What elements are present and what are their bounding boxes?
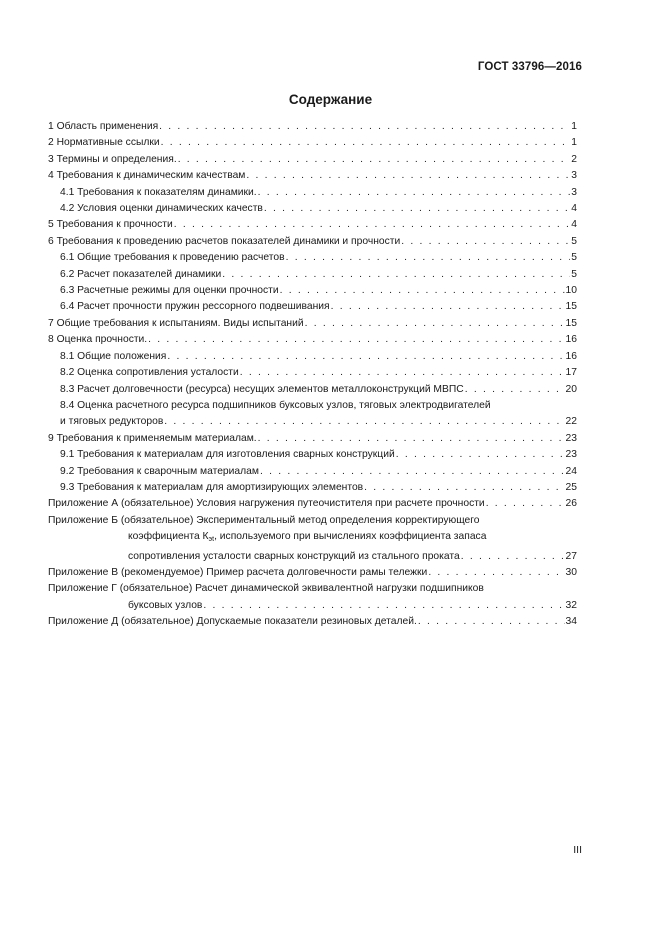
toc-entry-page: 4 — [571, 219, 577, 231]
toc-entry-title-line2: и тяговых редукторов — [60, 416, 164, 428]
toc-leader-dots — [418, 614, 565, 630]
toc-entry-page: 15 — [565, 301, 577, 313]
toc-entry-page: 2 — [571, 153, 577, 165]
toc-entry-title: 6.2 Расчет показателей динамики — [60, 268, 222, 280]
toc-entry-title: Приложение В (рекомендуемое) Пример расчета долговечности рамы тележки — [48, 566, 428, 578]
toc-entry-subscript: эt — [208, 536, 215, 544]
toc-entry-page: 10 — [565, 285, 577, 297]
toc-entry-page: 16 — [565, 350, 577, 362]
toc-entry-page: 4 — [571, 203, 577, 215]
toc-entry-title: 9.2 Требования к сварочным материалам — [60, 465, 259, 477]
toc-entry-6-4[interactable] — [48, 299, 577, 315]
toc-entry-page: 27 — [565, 550, 577, 562]
toc-entry-page: 3 — [571, 170, 577, 182]
toc-entry-page: 24 — [565, 465, 577, 477]
toc-entry-page: 3 — [571, 186, 577, 198]
toc-leader-dots — [240, 365, 565, 381]
toc-entry-page: 5 — [571, 235, 577, 247]
toc-entry-page: 15 — [565, 317, 577, 329]
toc-entry-title: Приложение Д (обязательное) Допускаемые показатели резиновых деталей. — [48, 616, 417, 628]
toc-entry-9[interactable] — [48, 431, 577, 447]
toc-title: Содержание — [288, 92, 373, 107]
toc-entry-title: 8.3 Расчет долговечности (ресурса) несущих элементов металлоконструкций МВПС — [60, 383, 464, 395]
toc-entry-title: 6.3 Расчетные режимы для оценки прочности — [60, 285, 279, 297]
toc-entry-title-line2: буксовых узлов — [128, 599, 203, 611]
toc-entry-title: 4 Требования к динамическим качествам — [48, 170, 246, 182]
toc-entry-text: коэффициента К — [128, 531, 209, 543]
toc-entry-9-3[interactable] — [48, 480, 577, 496]
toc-entry-page: 20 — [565, 383, 577, 395]
toc-leader-dots — [164, 414, 564, 430]
toc-entry-title: 7 Общие требования к испытаниям. Виды испытаний — [48, 317, 304, 329]
toc-leader-dots — [167, 349, 564, 365]
toc-entry-6-2[interactable] — [48, 267, 577, 283]
toc-entry-8-2[interactable] — [48, 365, 577, 381]
toc-leader-dots — [161, 135, 571, 151]
toc-entry-6-3[interactable] — [48, 283, 577, 299]
toc-entry-appendix-a[interactable] — [48, 496, 577, 512]
toc-leader-dots — [286, 250, 571, 266]
toc-entry-9-1[interactable] — [48, 447, 577, 463]
toc-entry-page: 26 — [565, 498, 577, 510]
toc-entry-title: 4.2 Условия оценки динамических качеств — [60, 203, 263, 215]
toc-leader-dots — [486, 496, 565, 512]
toc-entry-appendix-d[interactable] — [48, 614, 577, 630]
toc-entry-text: , используемого при вычислениях коэффициента запаса — [214, 531, 487, 543]
toc-leader-dots — [465, 382, 565, 398]
toc-entry-page: 32 — [565, 599, 577, 611]
page-number: III — [573, 844, 582, 856]
toc-entry-1[interactable] — [48, 119, 577, 135]
toc-leader-dots — [396, 447, 565, 463]
toc-entry-title: Приложение А (обязательное) Условия нагружения путеочистителя при расчете прочности — [48, 498, 485, 510]
toc-entry-2[interactable] — [48, 135, 577, 151]
toc-leader-dots — [331, 299, 565, 315]
toc-entry-title-line1: Приложение Г (обязательное) Расчет динамической эквивалентной нагрузки подшипников — [48, 583, 484, 595]
toc-leader-dots — [401, 234, 570, 250]
toc-entry-page: 17 — [565, 367, 577, 379]
toc-entry-4-1[interactable] — [48, 185, 577, 201]
toc-entry-title: 6 Требования к проведению расчетов показателей динамики и прочности — [48, 235, 401, 247]
toc-entry-page: 16 — [565, 334, 577, 346]
toc-entry-4[interactable] — [48, 168, 577, 184]
toc-entry-6-1[interactable] — [48, 250, 577, 266]
toc-leader-dots — [159, 119, 570, 135]
toc-entry-title: 8.2 Оценка сопротивления усталости — [60, 367, 239, 379]
toc-entry-page: 23 — [565, 449, 577, 461]
toc-entry-title: 6.4 Расчет прочности пружин рессорного подвешивания — [60, 301, 330, 313]
toc-entry-page: 30 — [565, 566, 577, 578]
toc-entry-5[interactable] — [48, 217, 577, 233]
toc-entry-title: 1 Область применения — [48, 121, 159, 132]
toc-leader-dots — [148, 332, 564, 348]
toc-entry-title: 9 Требования к применяемым материалам. — [48, 432, 257, 444]
toc-entry-title: 9.3 Требования к материалам для амортизирующих элементов — [60, 481, 364, 493]
toc-entry-title-line3: сопротивления усталости сварных конструкций из стального проката — [128, 550, 460, 562]
toc-entry-8-1[interactable] — [48, 349, 577, 365]
toc-leader-dots — [222, 267, 570, 283]
toc-entry-title-line2 — [48, 529, 577, 548]
toc-entry-appendix-b[interactable] — [48, 513, 577, 565]
toc-entry-9-2[interactable] — [48, 464, 577, 480]
toc-entry-appendix-v[interactable] — [48, 565, 577, 581]
toc-leader-dots — [258, 431, 565, 447]
toc-entry-8[interactable] — [48, 332, 577, 348]
table-of-contents — [48, 119, 577, 631]
toc-entry-title-line1: 8.4 Оценка расчетного ресурса подшипников буксовых узлов, тяговых электродвигателей — [60, 399, 491, 411]
toc-entry-8-4[interactable] — [48, 398, 577, 431]
toc-leader-dots — [174, 217, 570, 233]
toc-entry-title: 3 Термины и определения. — [48, 153, 177, 165]
toc-entry-page: 1 — [571, 121, 577, 132]
document-code: ГОСТ 33796—2016 — [477, 61, 582, 73]
toc-leader-dots — [461, 549, 565, 565]
toc-leader-dots — [428, 565, 564, 581]
toc-entry-title: 9.1 Требования к материалам для изготовления сварных конструкций — [60, 449, 395, 461]
toc-entry-4-2[interactable] — [48, 201, 577, 217]
toc-entry-title: 2 Нормативные ссылки — [48, 137, 160, 149]
toc-leader-dots — [178, 152, 571, 168]
toc-leader-dots — [264, 201, 570, 217]
toc-leader-dots — [203, 598, 564, 614]
toc-leader-dots — [280, 283, 565, 299]
toc-entry-page: 5 — [571, 268, 577, 280]
toc-entry-title: 6.1 Общие требования к проведению расчетов — [60, 252, 285, 264]
toc-entry-page: 22 — [565, 416, 577, 428]
toc-entry-page: 5 — [571, 252, 577, 264]
toc-entry-page: 1 — [571, 137, 577, 149]
toc-entry-appendix-g[interactable] — [48, 581, 577, 614]
toc-leader-dots — [305, 316, 565, 332]
toc-entry-page: 23 — [565, 432, 577, 444]
toc-entry-8-3[interactable] — [48, 382, 577, 398]
toc-leader-dots — [260, 464, 565, 480]
toc-leader-dots — [258, 185, 571, 201]
toc-entry-title: 5 Требования к прочности — [48, 219, 173, 231]
toc-entry-page: 25 — [565, 481, 577, 493]
toc-leader-dots — [246, 168, 570, 184]
toc-entry-title: 8 Оценка прочности. — [48, 334, 148, 346]
toc-entry-title: 4.1 Требования к показателям динамики. — [60, 186, 257, 198]
toc-leader-dots — [364, 480, 564, 496]
toc-entry-page: 34 — [565, 616, 577, 628]
toc-entry-title: 8.1 Общие положения — [60, 350, 167, 362]
toc-entry-6[interactable] — [48, 234, 577, 250]
toc-entry-7[interactable] — [48, 316, 577, 332]
toc-entry-title-line1: Приложение Б (обязательное) Экспериментальный метод определения корректирующего — [48, 514, 480, 526]
toc-entry-3[interactable] — [48, 152, 577, 168]
